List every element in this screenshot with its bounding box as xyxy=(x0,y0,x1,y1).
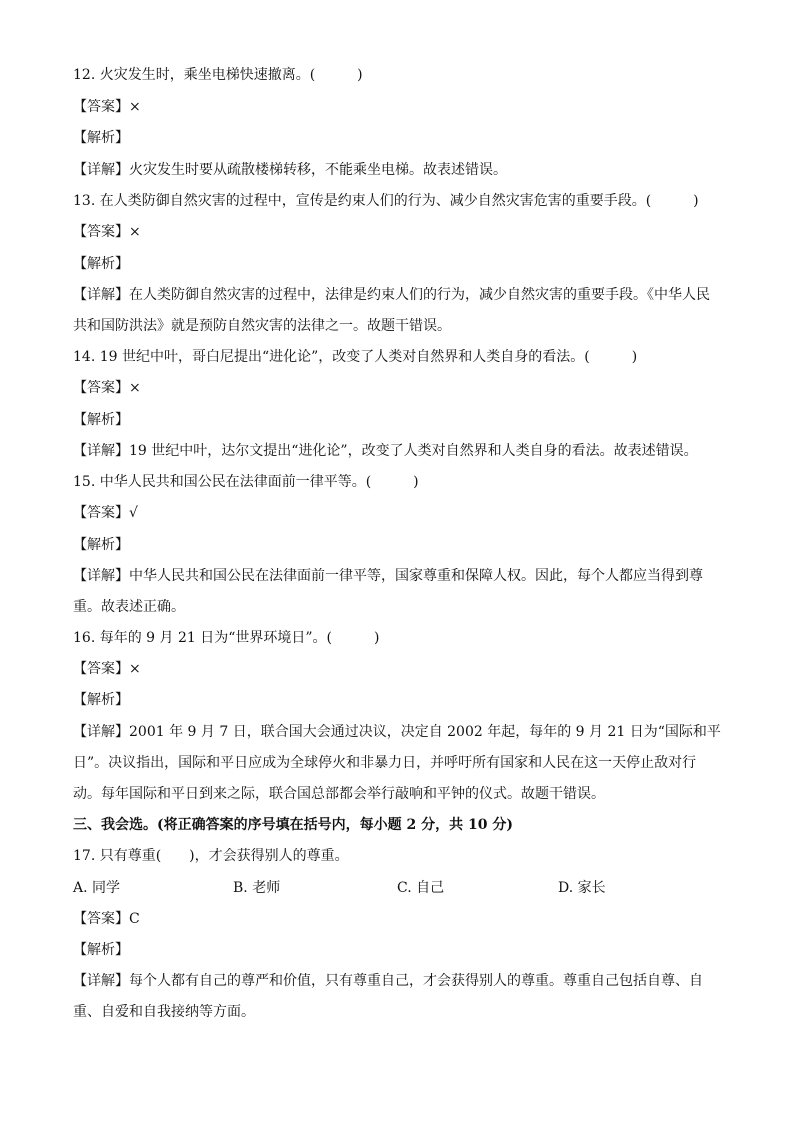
question-13-detail-line-2: 共和国防洪法》就是预防自然灾害的法律之一。故题干错误。 xyxy=(73,318,451,334)
option-c: C. 自己 xyxy=(397,880,445,896)
question-16-analysis: 【解析】 xyxy=(73,692,129,708)
question-16-answer: 【答案】× xyxy=(73,661,141,677)
question-14-analysis: 【解析】 xyxy=(73,412,129,428)
question-16-detail-line-2: 日”。决议指出，国际和平日应成为全球停火和非暴力日，并呼吁所有国家和人民在这一天停止敌对行 xyxy=(73,755,697,771)
question-15-stem: 15. 中华人民共和国公民在法律面前一律平等。( ) xyxy=(73,474,419,490)
question-12-analysis: 【解析】 xyxy=(73,130,129,146)
question-15-detail-line-1: 【详解】中华人民共和国公民在法律面前一律平等，国家尊重和保障人权。因此，每个人都应当得到尊 xyxy=(73,568,703,584)
question-13-stem: 13. 在人类防御自然灾害的过程中，宣传是约束人们的行为、减少自然灾害危害的重要手段。( ) xyxy=(73,193,699,209)
question-13-detail-line-1: 【详解】在人类防御自然灾害的过程中，法律是约束人们的行为，减少自然灾害的重要手段。《中华人民 xyxy=(73,287,710,303)
question-13-answer: 【答案】× xyxy=(73,224,141,240)
question-13-analysis: 【解析】 xyxy=(73,256,129,272)
option-b: B. 老师 xyxy=(233,880,281,896)
question-12-stem: 12. 火灾发生时，乘坐电梯快速撤离。( ) xyxy=(73,67,363,83)
question-15-analysis: 【解析】 xyxy=(73,537,129,553)
question-17-detail-line-2: 重、自爱和自我接纳等方面。 xyxy=(73,1004,255,1020)
question-12-answer: 【答案】× xyxy=(73,99,141,115)
question-16-detail-line-3: 动。每年国际和平日到来之际，联合国总部都会举行敲响和平钟的仪式。故题干错误。 xyxy=(73,786,605,802)
question-15-answer: 【答案】√ xyxy=(73,505,138,521)
question-14-detail: 【详解】19 世纪中叶，达尔文提出“进化论”，改变了人类对自然界和人类自身的看法。故表述错误。 xyxy=(73,443,698,459)
question-17-stem: 17. 只有尊重( )，才会获得别人的尊重。 xyxy=(73,848,349,864)
option-a: A. 同学 xyxy=(73,880,121,896)
question-14-answer: 【答案】× xyxy=(73,380,141,396)
question-17-analysis: 【解析】 xyxy=(73,942,129,958)
question-14-stem: 14. 19 世纪中叶，哥白尼提出“进化论”，改变了人类对自然界和人类自身的看法。( ) xyxy=(73,349,638,365)
question-17-answer: 【答案】C xyxy=(73,911,140,927)
question-12-detail: 【详解】火灾发生时要从疏散楼梯转移，不能乘坐电梯。故表述错误。 xyxy=(73,162,507,178)
question-15-detail-line-2: 重。故表述正确。 xyxy=(73,599,185,615)
question-16-detail-line-1: 【详解】2001 年 9 月 7 日，联合国大会通过决议，决定自 2002 年起，每年的 9 月 21 日为“国际和平 xyxy=(73,724,721,740)
question-17-detail-line-1: 【详解】每个人都有自己的尊严和价值，只有尊重自己，才会获得别人的尊重。尊重自己包括自尊、自 xyxy=(73,973,703,989)
question-16-stem: 16. 每年的 9 月 21 日为“世界环境日”。( ) xyxy=(73,630,380,646)
option-d: D. 家长 xyxy=(558,880,606,896)
section-heading: 三、我会选。(将正确答案的序号填在括号内，每小题 2 分，共 10 分) xyxy=(73,817,513,833)
